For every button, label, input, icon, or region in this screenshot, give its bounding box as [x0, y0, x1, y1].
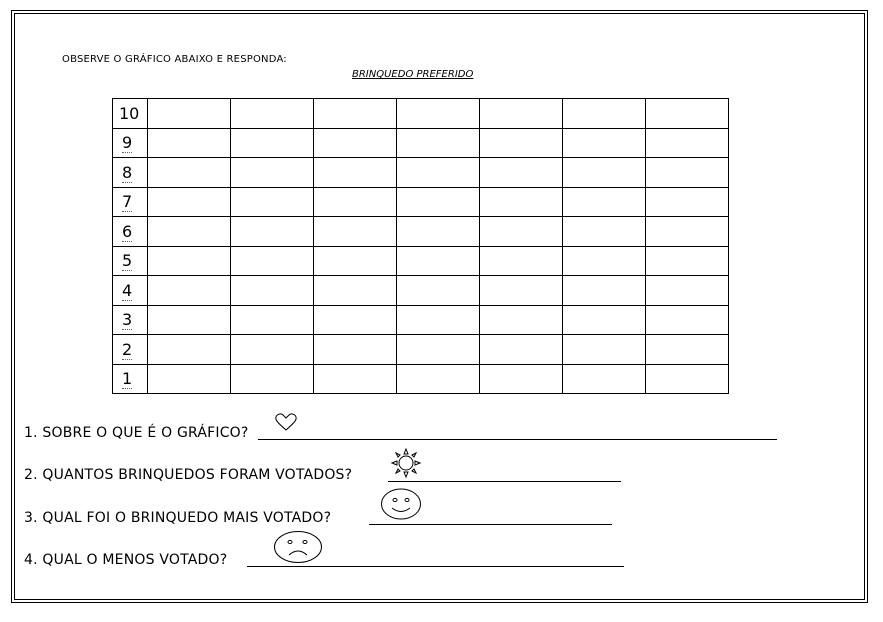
grid-cell[interactable]: [480, 217, 563, 247]
grid-cell[interactable]: [231, 128, 314, 158]
grid-cell[interactable]: [231, 246, 314, 276]
answer-line-1[interactable]: [258, 439, 777, 440]
y-axis-label: [113, 187, 148, 217]
heart-icon: [274, 412, 298, 432]
grid-cell[interactable]: [397, 128, 480, 158]
y-axis-label: [113, 99, 148, 129]
grid-cell[interactable]: [480, 158, 563, 188]
y-axis-label-text: 10: [119, 103, 140, 123]
y-axis-label-text: 6: [122, 221, 133, 241]
grid-cell[interactable]: [231, 276, 314, 306]
grid-cell[interactable]: [397, 335, 480, 365]
grid-cell[interactable]: [480, 364, 563, 394]
y-axis-label: [113, 305, 148, 335]
grid-cell[interactable]: [148, 158, 231, 188]
grid-row: [113, 364, 729, 394]
grid-cell[interactable]: [563, 99, 646, 129]
grid-cell[interactable]: [231, 158, 314, 188]
y-axis-label-text: 7: [122, 192, 133, 212]
grid-row: [113, 305, 729, 335]
question-1: 1. SOBRE O QUE É O GRÁFICO?: [24, 425, 249, 441]
grid-cell[interactable]: [480, 246, 563, 276]
question-3: 3. QUAL FOI O BRINQUEDO MAIS VOTADO?: [24, 510, 332, 526]
bar-chart-grid: [112, 98, 729, 394]
grid-cell[interactable]: [480, 99, 563, 129]
grid-cell[interactable]: [148, 305, 231, 335]
grid-row: [113, 276, 729, 306]
grid-cell[interactable]: [563, 276, 646, 306]
grid-cell[interactable]: [563, 364, 646, 394]
grid-cell[interactable]: [563, 128, 646, 158]
answer-line-4[interactable]: [247, 566, 624, 567]
grid-cell[interactable]: [231, 335, 314, 365]
grid-cell[interactable]: [646, 187, 729, 217]
y-axis-label: [113, 276, 148, 306]
grid-cell[interactable]: [397, 158, 480, 188]
grid-cell[interactable]: [397, 99, 480, 129]
grid-cell[interactable]: [480, 276, 563, 306]
y-axis-label-text: 5: [122, 251, 133, 271]
answer-line-2[interactable]: [388, 481, 621, 482]
grid-cell[interactable]: [646, 335, 729, 365]
grid-cell[interactable]: [646, 276, 729, 306]
grid-cell[interactable]: [314, 246, 397, 276]
grid-row: [113, 246, 729, 276]
grid-cell[interactable]: [646, 158, 729, 188]
grid-cell[interactable]: [314, 158, 397, 188]
grid-cell[interactable]: [314, 305, 397, 335]
grid-cell[interactable]: [231, 99, 314, 129]
grid-row: [113, 128, 729, 158]
grid-cell[interactable]: [314, 99, 397, 129]
grid-cell[interactable]: [314, 217, 397, 247]
grid-cell[interactable]: [397, 364, 480, 394]
y-axis-label: [113, 128, 148, 158]
grid-cell[interactable]: [563, 335, 646, 365]
grid-cell[interactable]: [646, 217, 729, 247]
grid-cell[interactable]: [314, 364, 397, 394]
grid-cell[interactable]: [397, 305, 480, 335]
sun-icon: [389, 446, 423, 480]
grid-cell[interactable]: [646, 99, 729, 129]
grid-cell[interactable]: [480, 305, 563, 335]
grid-cell[interactable]: [480, 187, 563, 217]
grid-cell[interactable]: [148, 99, 231, 129]
y-axis-label-text: 1: [122, 369, 133, 389]
y-axis-label: [113, 217, 148, 247]
grid-cell[interactable]: [563, 187, 646, 217]
grid-cell[interactable]: [397, 246, 480, 276]
grid-cell[interactable]: [646, 364, 729, 394]
grid-cell[interactable]: [480, 335, 563, 365]
grid-cell[interactable]: [148, 364, 231, 394]
grid-cell[interactable]: [397, 217, 480, 247]
y-axis-label-text: 8: [122, 162, 133, 182]
grid-cell[interactable]: [563, 305, 646, 335]
y-axis-label: [113, 335, 148, 365]
grid-cell[interactable]: [148, 246, 231, 276]
grid-cell[interactable]: [646, 305, 729, 335]
grid-cell[interactable]: [148, 187, 231, 217]
smiley-face-icon: [380, 488, 422, 520]
grid-cell[interactable]: [646, 128, 729, 158]
question-4: 4. QUAL O MENOS VOTADO?: [24, 552, 228, 568]
grid-cell[interactable]: [397, 187, 480, 217]
grid-cell[interactable]: [314, 276, 397, 306]
question-2: 2. QUANTOS BRINQUEDOS FORAM VOTADOS?: [24, 467, 353, 483]
y-axis-label-text: 9: [122, 133, 133, 153]
grid-cell[interactable]: [148, 335, 231, 365]
grid-cell[interactable]: [231, 217, 314, 247]
grid-row: [113, 99, 729, 129]
instruction-text: OBSERVE O GRÁFICO ABAIXO E RESPONDA:: [62, 54, 287, 65]
y-axis-label-text: 4: [122, 280, 133, 300]
grid-row: [113, 335, 729, 365]
chart-title: BRINQUEDO PREFERIDO: [352, 69, 474, 80]
grid-cell[interactable]: [563, 246, 646, 276]
grid-cell[interactable]: [148, 128, 231, 158]
answer-line-3[interactable]: [369, 524, 612, 525]
y-axis-label-text: 3: [122, 310, 133, 330]
y-axis-label: [113, 158, 148, 188]
grid-cell[interactable]: [314, 335, 397, 365]
grid-cell[interactable]: [397, 276, 480, 306]
grid-cell[interactable]: [646, 246, 729, 276]
grid-cell[interactable]: [480, 128, 563, 158]
grid-cell[interactable]: [314, 187, 397, 217]
grid-row: [113, 158, 729, 188]
grid-cell[interactable]: [148, 217, 231, 247]
grid-cell[interactable]: [563, 158, 646, 188]
sad-face-icon: [273, 530, 323, 564]
grid-cell[interactable]: [314, 128, 397, 158]
grid-cell[interactable]: [563, 217, 646, 247]
grid-cell[interactable]: [231, 364, 314, 394]
grid-row: [113, 217, 729, 247]
y-axis-label: [113, 246, 148, 276]
grid-cell[interactable]: [148, 276, 231, 306]
y-axis-label-text: 2: [122, 339, 133, 359]
y-axis-label: [113, 364, 148, 394]
grid-cell[interactable]: [231, 187, 314, 217]
grid-cell[interactable]: [231, 305, 314, 335]
grid-row: [113, 187, 729, 217]
